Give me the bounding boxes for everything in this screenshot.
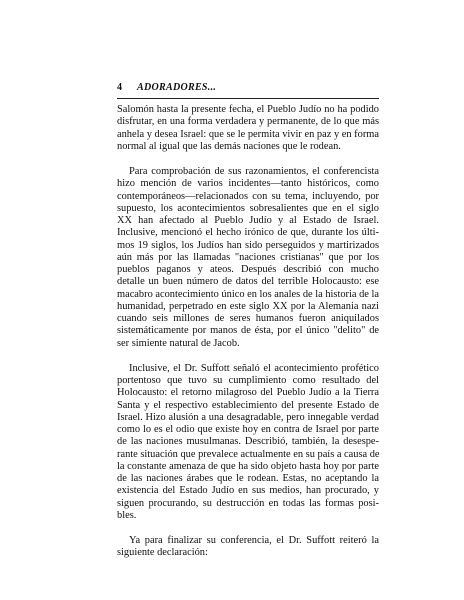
text-line: portentoso que tuvo su cumplimiento como resultado del	[117, 375, 379, 386]
text-line: hizo mención de varios incidentes—tanto históricos, como	[117, 178, 379, 190]
text-line: XX han afectado al Pueblo Judío y al Estado de Israel.	[117, 215, 379, 226]
text-line: Salomón hasta la presente fecha, el Pueblo Judío no ha podido	[117, 104, 379, 115]
text-line: Inclusive, mencionó el hecho irónico de que, durante los últi-	[117, 227, 379, 239]
page-body	[117, 104, 379, 560]
text-line: bles.	[117, 509, 137, 521]
text-line: Inclusive, el Dr. Suffott señaló el acontecimiento profético	[129, 362, 379, 374]
text-line: Holocausto: el retorno milagroso del Pueblo Judío a la Tierra	[117, 387, 379, 399]
text-line: como lo es el odio que existe hoy en contra de Israel por parte	[117, 424, 379, 435]
text-line: pueblos paganos y ateos. Después describió con mucho	[117, 264, 379, 275]
text-line: de las naciones árabes que le rodean. Estas, no aceptando la	[117, 473, 379, 484]
text-line: normal al igual que las demás naciones que le rodean.	[117, 140, 341, 152]
text-line: aún más por las llamadas "naciones cristianas" que por los	[117, 251, 379, 263]
text-line: Ya para finalizar su conferencia, el Dr. Suffott reiteró la	[129, 535, 379, 546]
text-line: contemporáneos—relacionados con su tema, incluyendo, por	[117, 190, 379, 202]
text-line: cuando seis millones de seres humanos fueron aniquilados	[117, 313, 379, 324]
text-line: sistemáticamente por manos de ésta, por el único "delito" de	[117, 325, 379, 337]
text-line: macabro acontecimiento único en los anales de la historia de la	[117, 288, 379, 300]
text-line: Santa y el respectivo establecimiento del presente Estado de	[117, 399, 379, 411]
text-line: la constante amenaza de que ha sido objeto hasta hoy por parte	[117, 460, 379, 472]
text-line: ser simiente natural de Jacob.	[117, 337, 240, 349]
text-line: de las naciones musulmanas. Describió, también, la desespe-	[117, 436, 379, 448]
text-line: siguen procurando, su destrucción en todas las formas posi-	[117, 497, 379, 509]
text-line: mos 19 siglos, los Judíos han sido perseguidos y martirizados	[117, 239, 379, 251]
text-line: rante situación que prevalece actualmente en su país a causa de	[117, 448, 380, 460]
page-header	[117, 82, 379, 99]
paragraph	[117, 363, 379, 522]
text-line: supuesto, los acontecimientos sobresalientes que en el siglo	[117, 202, 379, 214]
text-line: Para comprobación de sus razonamientos, el conferencista	[129, 166, 379, 177]
text-line: detalle un buen número de datos del terrible Holocausto: ese	[117, 276, 379, 288]
text-line: humanidad, perpetrado en este siglo XX por la Alemania nazi	[117, 300, 379, 312]
paragraph	[117, 535, 379, 560]
text-line: disfrutar, en una forma verdadera y permanente, de lo que más	[117, 116, 379, 128]
running-title: ADORADORES...	[137, 82, 217, 93]
text-line: siguiente declaración:	[117, 547, 208, 559]
text-line: anhela y desea Israel: que se le permita vivir en paz y en forma	[117, 128, 379, 140]
paragraph	[117, 166, 379, 350]
text-line: existencia del Estado Judío en sus medios, han procurado, y	[117, 485, 379, 497]
text-line: Israel. Hizo alusión a una desagradable, pero innegable verdad	[117, 411, 379, 423]
page-number: 4	[117, 82, 122, 93]
paragraph	[117, 104, 379, 153]
